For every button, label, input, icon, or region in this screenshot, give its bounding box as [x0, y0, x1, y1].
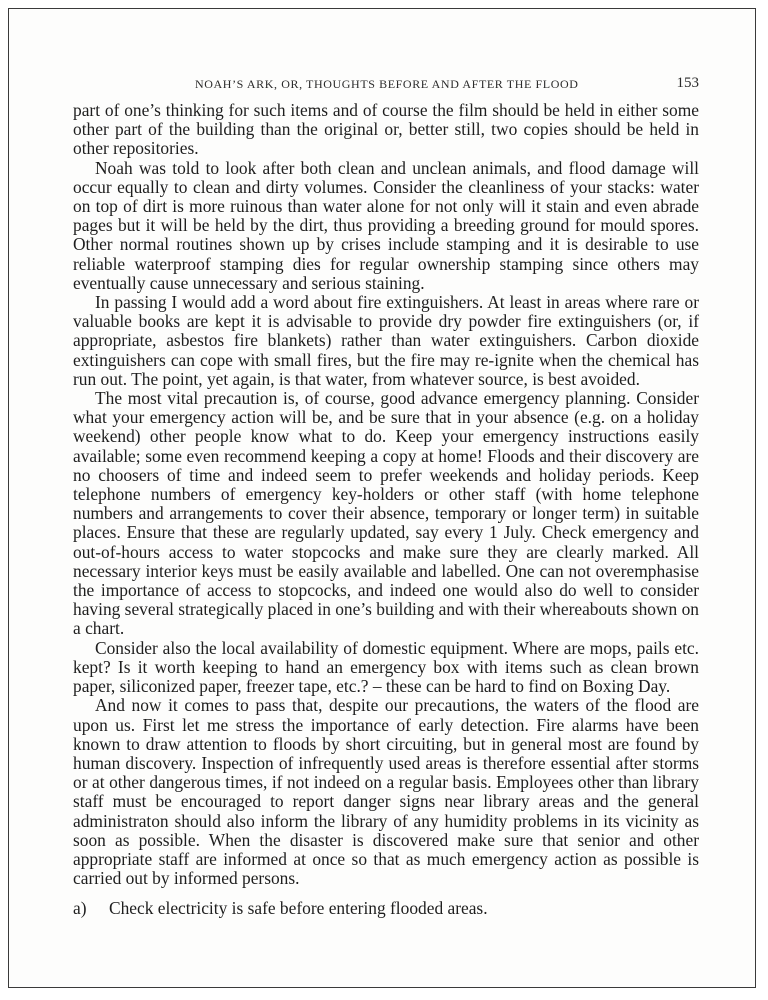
paragraph-flood-detection: And now it comes to pass that, despite our precautions, the waters of the flood are upon us. First let me stress the importance of early detection. Fire alarms have been known to draw attention to floods by short circuiting, but in general most are found by human discovery. Inspection of infrequently used areas is therefore essential after storms or at other dangerous times, if not indeed on a regular basis. Employees other than library staff must be encouraged to report danger signs near library areas and the general administraton should also inform the library of any humidity problems in its vicinity as soon as possible. When the disaster is discovered make sure that senior and other appropriate staff are informed at once so that as much emergency action as possible is carried out by informed persons.	[73, 695, 699, 889]
running-head	[73, 71, 699, 95]
page-border	[8, 8, 756, 988]
paragraph-fire-extinguishers: In passing I would add a word about fire extinguishers. At least in areas where rare or valuable books are kept it is advisable to provide dry powder fire extinguishers (or, if appropriate, asbestos fire blankets) rather than water extinguishers. Carbon dioxide extinguishers can cope with small fires, but the fire may re-ignite when the chemical has run out. The point, yet again, is that water, from whatever source, is best avoided.	[73, 292, 699, 389]
list-marker: a)	[73, 898, 87, 919]
paragraph-continued: part of one’s thinking for such items and of course the film should be held in either some other part of the building than the original or, better still, two copies should be held in other repositories.	[73, 100, 699, 159]
body-text	[73, 101, 699, 919]
paragraph-emergency-planning: The most vital precaution is, of course, good advance emergency planning. Consider what your emergency action will be, and be sure that in your absence (e.g. on a holiday weekend) other people know what to do. Keep your emergency instructions easily available; some even recommend keeping a copy at home! Floods and their discovery are no choosers of time and indeed seem to prefer weekends and holiday periods. Keep telephone numbers of emergency key-holders or other staff (with home telephone numbers and arrangements to cover their absence, temporary or longer term) in suitable places. Ensure that these are regularly updated, say every 1 July. Check emergency and out-of-hours access to water stopcocks and make sure they are clearly marked. All necessary interior keys must be easily available and labelled. One can not overemphasise the importance of access to stopcocks, and indeed one would also do well to consider having several strategically placed in one’s building and with their whereabouts shown on a chart.	[73, 388, 699, 639]
running-title: NOAH’S ARK, OR, THOUGHTS BEFORE AND AFTER THE FLOOD	[195, 77, 579, 91]
paragraph-clean-and-unclean: Noah was told to look after both clean and unclean animals, and flood damage will occur equally to clean and dirty volumes. Consider the cleanliness of your stacks: water on top of dirt is more ruinous than water alone for not only will it stain and even abrade pages but it will be held by the dirt, thus providing a breeding ground for mould spores. Other normal routines shown up by crises include stamping and it is desirable to use reliable waterproof stamping dies for regular ownership stamping since others may eventually cause unnecessary and serious staining.	[73, 157, 699, 293]
page-number: 153	[676, 75, 699, 91]
list-item-text: Check electricity is safe before entering flooded areas.	[109, 898, 488, 919]
list-item	[73, 899, 699, 918]
book-page	[73, 71, 699, 919]
paragraph-domestic-equipment: Consider also the local availability of domestic equipment. Where are mops, pails etc. kept? Is it worth keeping to hand an emergency box with items such as clean brown paper, siliconized paper, freezer tape, etc.? – these can be hard to find on Boxing Day.	[73, 637, 699, 697]
